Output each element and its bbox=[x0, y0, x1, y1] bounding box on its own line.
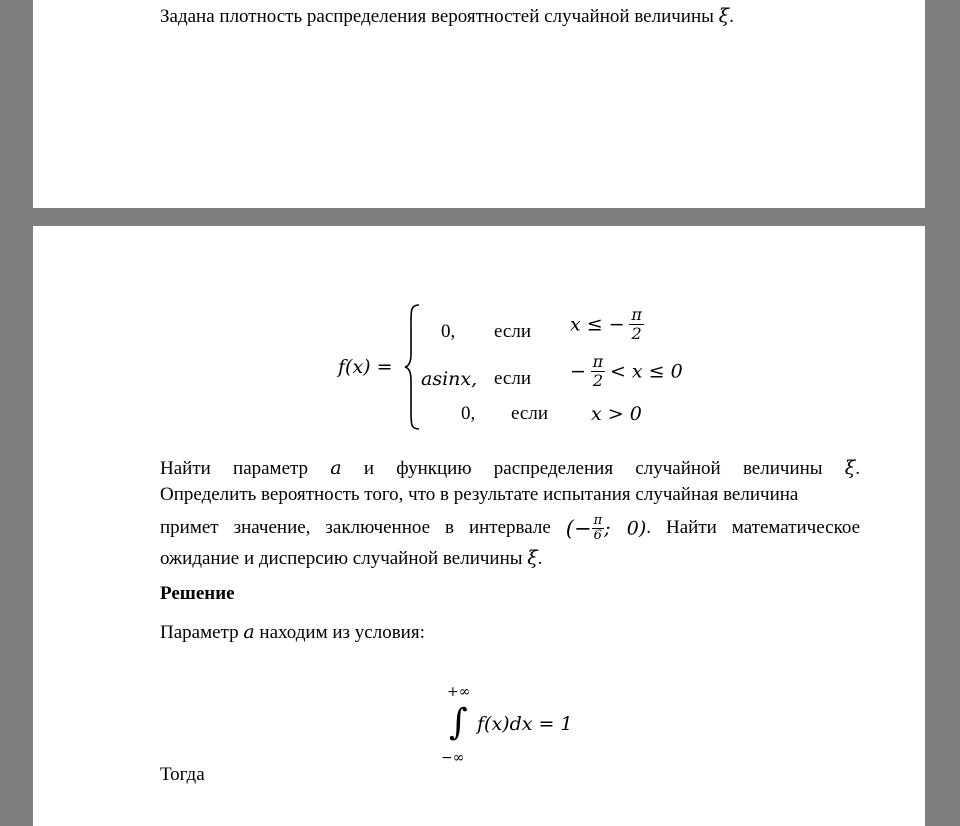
pi-over-2-fraction: $\frac{\pi}{2}$ bbox=[592, 352, 604, 390]
task-line-2: Определить вероятность того, что в результате испытания случайная величина bbox=[160, 484, 799, 505]
formula-row-1-value: 0, bbox=[441, 321, 456, 342]
task-line-4: ожидание и дисперсию случайной величины ξ. bbox=[160, 547, 543, 569]
formula-row-2-condition: − $\frac{\pi}{2}$ < x ≤ 0 bbox=[570, 352, 683, 390]
document-page-2 bbox=[33, 226, 925, 826]
solution-heading: Решение bbox=[160, 583, 235, 604]
interval-expression: (− $\frac{\pi}{6}$ ; 0) bbox=[565, 513, 647, 544]
task-line-1: Найти параметр a и функцию распределения случайной величины ξ. bbox=[160, 457, 860, 479]
xi-symbol: ξ bbox=[718, 5, 730, 27]
xi-symbol: ξ bbox=[527, 547, 538, 569]
left-brace-icon bbox=[403, 302, 423, 432]
integral-lower-limit: −∞ bbox=[441, 750, 465, 766]
formula-row-3-condition: x > 0 bbox=[591, 403, 642, 425]
solution-then: Тогда bbox=[160, 764, 205, 785]
formula-row-2-value: asinx, bbox=[421, 368, 478, 390]
task-line-3: примет значение, заключенное в интервале (− $\frac{\pi}{6}$ ; 0). Найти математическое bbox=[160, 513, 861, 544]
document-page-1 bbox=[33, 0, 925, 208]
integral-sign: ∫ bbox=[449, 702, 468, 743]
intro-period: . bbox=[729, 6, 734, 27]
param-a: a bbox=[330, 457, 342, 479]
solution-param-line: Параметр a находим из условия: bbox=[160, 621, 425, 643]
formula-lhs: f(x) = bbox=[338, 356, 393, 378]
intro-text: Задана плотность распределения вероятностей случайной величины bbox=[160, 6, 714, 27]
param-a: a bbox=[243, 621, 255, 643]
formula-row-1-condition: x ≤ − $\frac{\pi}{2}$ bbox=[570, 305, 642, 343]
intro-paragraph bbox=[160, 4, 734, 29]
formula-row-3-value: 0, bbox=[461, 403, 476, 424]
formula-row-3-cond-word: если bbox=[511, 403, 548, 424]
integral-upper-limit: +∞ bbox=[447, 684, 471, 700]
formula-row-1-cond-word: если bbox=[494, 321, 531, 342]
formula-row-2-cond-word: если bbox=[494, 368, 531, 389]
pi-over-2-fraction: $\frac{\pi}{2}$ bbox=[631, 305, 642, 343]
pi-over-6-fraction: $\frac{\pi}{6}$ bbox=[593, 513, 603, 544]
integral-body: f(x)dx = 1 bbox=[477, 713, 573, 735]
xi-symbol: ξ bbox=[844, 457, 856, 479]
